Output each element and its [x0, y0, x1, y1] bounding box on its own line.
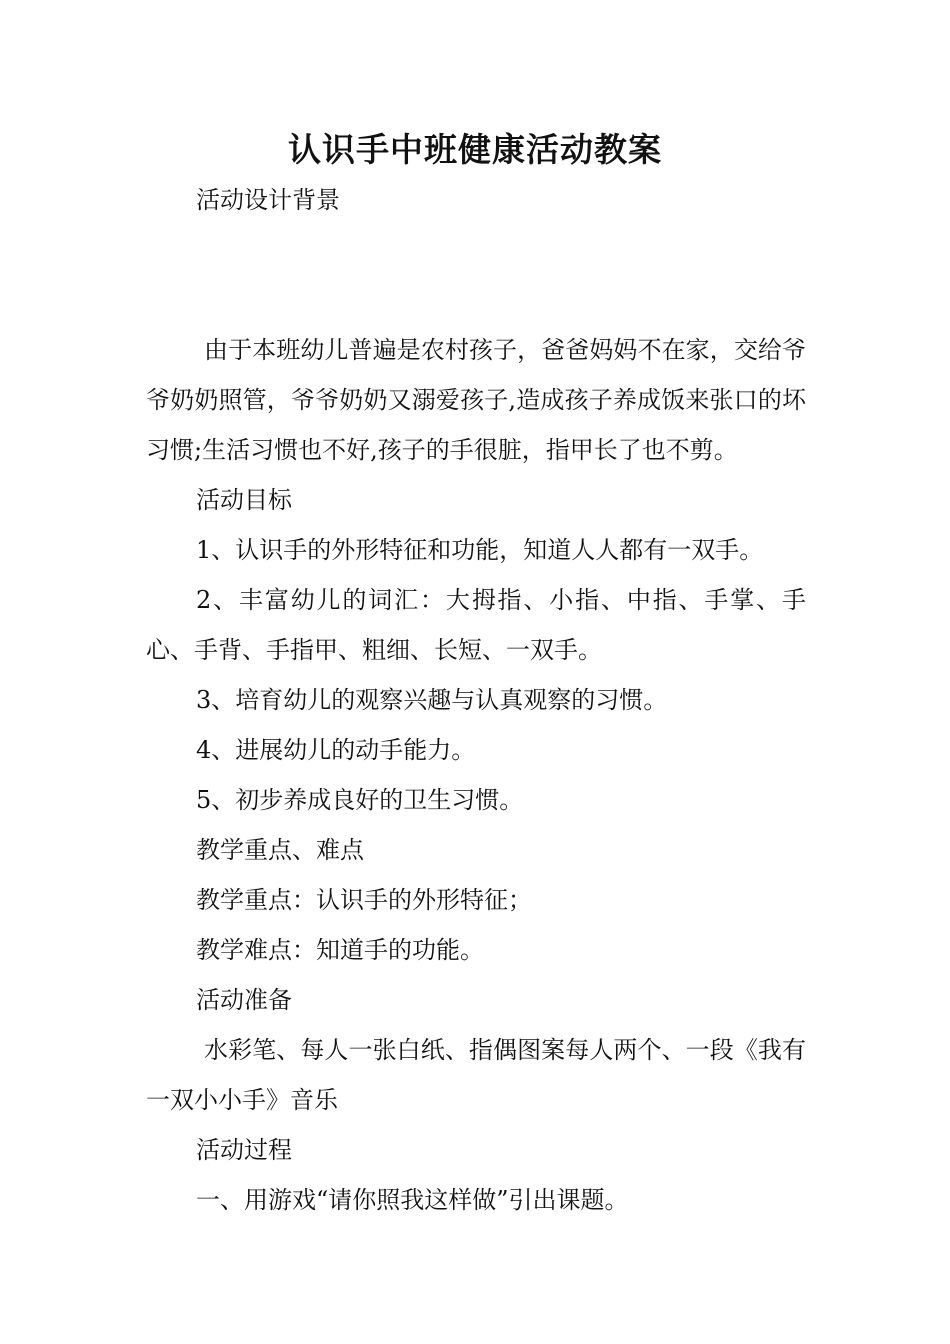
- goal-item-5: 5、初步养成良好的卫生习惯。: [196, 786, 524, 814]
- section-heading-preparation: 活动准备: [196, 986, 292, 1014]
- document-body: [146, 175, 806, 1225]
- section-heading-background: 活动设计背景: [196, 186, 340, 214]
- blank-line: [146, 275, 806, 325]
- goal-item-4: 4、进展幼儿的动手能力。: [196, 736, 476, 764]
- preparation-paragraph: 水彩笔、每人一张白纸、指偶图案每人两个、一段《我有一双小小手》音乐: [146, 1036, 806, 1114]
- goal-item-2: 2、丰富幼儿的词汇：大拇指、小指、中指、手掌、手心、手背、手指甲、粗细、长短、一双手。: [146, 586, 806, 664]
- process-step-1: 一、用游戏“请你照我这样做”引出课题。: [196, 1186, 629, 1214]
- key-point-focus: 教学重点：认识手的外形特征；: [196, 886, 532, 914]
- goal-item-1: 1、认识手的外形特征和功能，知道人人都有一双手。: [196, 536, 764, 564]
- blank-line: [146, 225, 806, 275]
- section-heading-process: 活动过程: [196, 1136, 292, 1164]
- goal-item-3: 3、培育幼儿的观察兴趣与认真观察的习惯。: [196, 686, 668, 714]
- background-paragraph: 由于本班幼儿普遍是农村孩子，爸爸妈妈不在家，交给爷爷奶奶照管，爷爷奶奶又溺爱孩子,造成孩子养成饭来张口的坏习惯;生活习惯也不好,孩子的手很脏，指甲长了也不剪。: [146, 336, 806, 464]
- section-heading-key-points: 教学重点、难点: [196, 836, 364, 864]
- section-heading-goals: 活动目标: [196, 486, 292, 514]
- document-title: 认识手中班健康活动教案: [288, 130, 662, 169]
- key-point-difficulty: 教学难点：知道手的功能。: [196, 936, 484, 964]
